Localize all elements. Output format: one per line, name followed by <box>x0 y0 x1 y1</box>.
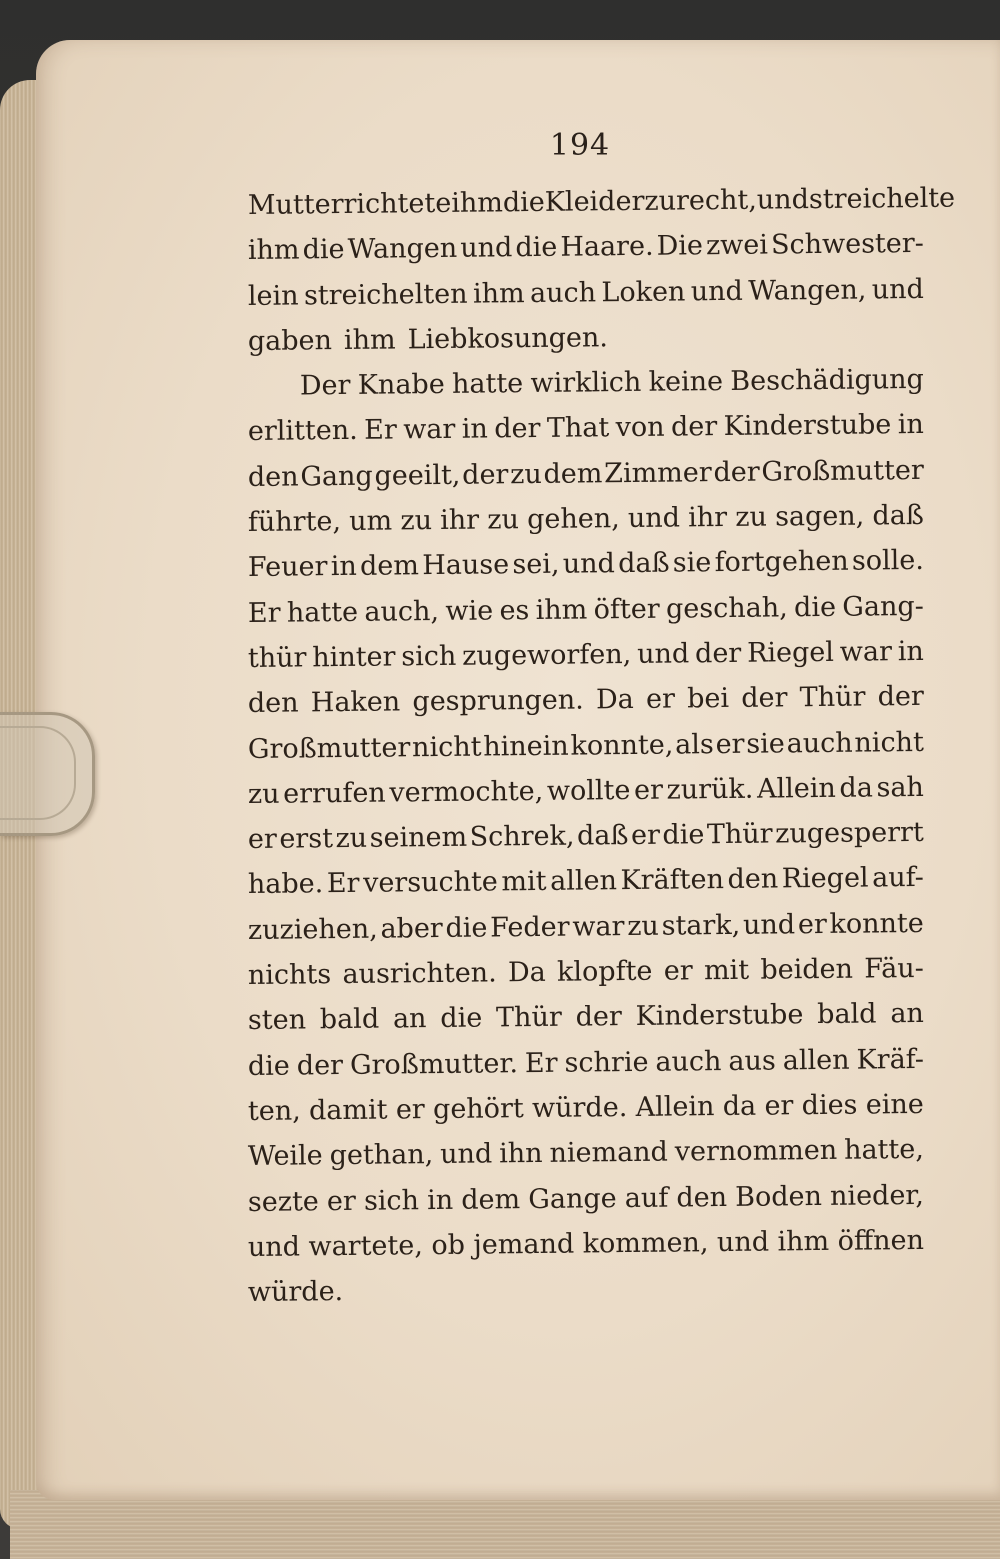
word: sei, <box>512 549 560 581</box>
text-line <box>248 591 924 643</box>
word: dem <box>359 550 420 583</box>
word: zugeworfen, <box>462 638 632 672</box>
word: Da <box>507 956 546 989</box>
word: und <box>871 273 925 306</box>
word: hinter <box>312 641 396 674</box>
text-line <box>248 772 924 824</box>
word: keine <box>648 366 724 398</box>
word: Der <box>299 370 351 402</box>
word: da <box>722 1090 757 1122</box>
word: den <box>727 863 779 896</box>
word: Er <box>247 597 281 629</box>
word: Wangen, <box>748 274 867 307</box>
word: Großmutter. <box>349 1047 519 1081</box>
word: Da <box>595 684 634 716</box>
word: Allein <box>635 1091 715 1123</box>
text-line <box>248 953 924 1005</box>
word: öfter <box>593 593 660 626</box>
word: Schrek, <box>469 820 575 853</box>
word: Beschädigung <box>730 364 925 398</box>
word: Kinderstube <box>723 409 892 443</box>
word: klopfte <box>556 955 653 988</box>
word: Knabe <box>357 369 445 402</box>
word: zu <box>487 504 520 536</box>
word: auf <box>624 1182 669 1214</box>
word: sie <box>672 547 712 579</box>
word: er <box>395 1094 425 1126</box>
word: an <box>392 1003 427 1035</box>
word: versuchte <box>362 866 498 900</box>
text-line <box>248 545 924 597</box>
word: Schwester- <box>770 228 924 261</box>
word: den <box>676 1181 728 1214</box>
word: der <box>462 459 509 491</box>
word: er <box>663 955 693 987</box>
word: Mutter <box>247 188 344 221</box>
word: Feder <box>490 911 570 944</box>
word: zurük. <box>666 773 754 806</box>
text-line <box>248 1179 924 1231</box>
page-clip-inner <box>0 726 76 820</box>
word: niemand <box>549 1136 669 1170</box>
word: er <box>633 774 664 806</box>
word: als <box>675 728 714 761</box>
word: daß <box>617 547 670 580</box>
text-line <box>248 455 924 507</box>
word: Loken <box>601 276 686 308</box>
word: sich <box>401 640 457 673</box>
word: Kleider <box>544 185 645 218</box>
word: gehört <box>432 1093 524 1125</box>
word: und <box>756 184 810 216</box>
word: er <box>247 823 277 856</box>
word: streichelte <box>808 182 956 216</box>
word: die <box>502 186 545 219</box>
word: die <box>302 234 345 266</box>
text-line <box>248 274 924 326</box>
word: sich <box>363 1184 420 1217</box>
word: Fäu- <box>864 952 924 985</box>
word: sten <box>247 1004 307 1037</box>
word: nichts <box>247 959 332 992</box>
word: den <box>247 687 299 720</box>
word: der <box>741 682 788 715</box>
word: geschah, <box>665 592 788 625</box>
word: ob <box>431 1229 466 1261</box>
word: Gang- <box>842 590 924 623</box>
word: Kinderstube <box>635 999 804 1033</box>
word: in <box>426 1184 454 1216</box>
word: kommen, <box>582 1227 709 1260</box>
text-line <box>248 1044 924 1096</box>
word: war <box>403 414 456 446</box>
word: Weile <box>247 1140 323 1173</box>
text-line <box>248 1270 924 1322</box>
word: und <box>460 232 513 265</box>
word: zu <box>247 778 280 810</box>
word: er <box>326 1185 357 1217</box>
word: ihm <box>343 324 396 356</box>
word: daß <box>576 820 629 852</box>
word: sah <box>876 771 925 804</box>
text-line <box>248 726 924 778</box>
word: Liebkosungen. <box>407 322 609 356</box>
word: ten, <box>247 1095 301 1127</box>
word: Allein <box>756 772 836 805</box>
word: Kräf- <box>856 1043 925 1076</box>
word: Riegel <box>746 636 835 669</box>
word: damit <box>308 1094 388 1127</box>
word: um <box>349 505 393 538</box>
word: erlitten. <box>247 415 358 448</box>
page-stack-bottom-edge <box>10 1490 1000 1559</box>
word: nicht <box>854 726 925 759</box>
word: Haken <box>310 686 401 719</box>
word: hatte <box>451 368 524 401</box>
word: es <box>499 594 530 627</box>
text-line <box>248 636 924 688</box>
word: Er <box>326 868 360 900</box>
word: auch <box>786 727 853 759</box>
word: wirklich <box>530 367 642 400</box>
word: und <box>247 1231 301 1263</box>
word: solle. <box>851 545 925 578</box>
word: Thür <box>799 681 866 714</box>
word: ihm <box>247 234 300 267</box>
word: sie <box>746 727 785 760</box>
word: dem <box>461 1183 521 1216</box>
word: und <box>716 1226 770 1258</box>
page-number: 194 <box>549 128 611 163</box>
word: erst <box>279 823 334 855</box>
text-line <box>248 998 924 1050</box>
word: Er <box>364 414 397 447</box>
word: Thür <box>495 1002 562 1034</box>
word: Kräften <box>620 864 725 897</box>
word: er <box>715 728 745 760</box>
text-line <box>248 1134 924 1186</box>
word: auch <box>529 276 597 309</box>
word: ihm <box>777 1225 830 1258</box>
word: bei <box>686 683 730 715</box>
word: der <box>575 1001 622 1033</box>
word: war <box>839 636 893 668</box>
word: mit <box>703 954 750 987</box>
word: er <box>645 683 676 716</box>
word: allen <box>782 1044 850 1077</box>
word: er <box>797 908 827 940</box>
word: der <box>670 411 718 444</box>
text-line <box>248 908 924 960</box>
word: die <box>515 232 558 264</box>
text-line <box>248 1089 924 1141</box>
word: die <box>793 591 837 623</box>
word: sezte <box>247 1185 319 1218</box>
word: würde. <box>531 1091 628 1124</box>
word: jemand <box>473 1228 575 1261</box>
word: Zimmer <box>604 456 712 490</box>
word: in <box>897 409 924 441</box>
word: mit <box>501 866 547 898</box>
word: schrie <box>564 1046 649 1079</box>
word: vermochte, <box>389 775 544 809</box>
word: thür <box>247 642 307 674</box>
word: zu <box>335 822 368 855</box>
word: errufen <box>283 777 386 810</box>
word: an <box>890 998 925 1030</box>
word: zuziehen, <box>247 913 378 946</box>
word: zugesperrt <box>774 817 924 850</box>
word: die <box>662 819 705 851</box>
word: konnte, <box>570 729 674 762</box>
word: beiden <box>760 953 854 986</box>
word: er <box>764 1090 794 1122</box>
text-line <box>248 319 924 371</box>
word: Die <box>656 230 704 263</box>
word: lein <box>247 280 299 312</box>
word: Riegel <box>781 862 869 895</box>
word: Er <box>524 1047 558 1079</box>
word: gaben <box>247 325 333 357</box>
word: wie <box>445 595 494 627</box>
word: hinein <box>483 730 569 763</box>
word: auch <box>655 1045 722 1078</box>
word: öffnen <box>837 1224 925 1257</box>
word: zwei <box>705 229 769 262</box>
word: in <box>461 413 488 446</box>
word: richtete <box>343 187 452 220</box>
body-text <box>247 182 956 1322</box>
word: daß <box>872 500 925 532</box>
word: dies <box>801 1089 858 1122</box>
word: der <box>694 637 742 670</box>
text-line <box>248 681 924 733</box>
word: konnte <box>829 907 924 940</box>
word: nicht <box>411 731 482 763</box>
word: in <box>330 551 357 583</box>
word: Boden <box>735 1180 823 1213</box>
word: der <box>296 1049 344 1082</box>
word: war <box>572 910 625 943</box>
word: bald <box>817 998 877 1031</box>
word: fortgehen <box>714 546 849 579</box>
word: nieder, <box>829 1179 925 1212</box>
word: die <box>445 912 488 944</box>
text-line <box>248 817 924 869</box>
word: ihr <box>440 504 480 537</box>
word: zu <box>400 505 433 537</box>
word: führte, <box>247 506 342 539</box>
word: stark, <box>661 909 741 942</box>
word: seinem <box>369 821 468 854</box>
word: Großmutter <box>761 454 924 488</box>
word: vernommen <box>674 1135 838 1168</box>
text-line <box>248 862 924 914</box>
text-line <box>248 500 924 552</box>
text-line <box>247 182 956 235</box>
word: hatte, <box>843 1134 925 1166</box>
word: eine <box>865 1088 924 1121</box>
word: den <box>247 461 299 493</box>
word: Feuer <box>247 551 328 584</box>
word: in <box>897 635 924 668</box>
word: zu <box>627 910 660 942</box>
word: er <box>630 819 661 852</box>
word: aber <box>380 912 443 945</box>
word: gethan, <box>329 1139 434 1172</box>
word: und <box>690 275 744 307</box>
word: zurecht, <box>644 184 757 217</box>
word: der <box>713 456 760 488</box>
word: Großmutter <box>247 731 411 765</box>
word: Wangen <box>347 233 458 266</box>
word: die <box>247 1050 290 1082</box>
word: ihm <box>472 277 525 310</box>
word: sagen, <box>774 500 865 533</box>
word: gehen, <box>526 503 620 536</box>
text-line <box>248 1225 924 1277</box>
word: die <box>440 1002 483 1035</box>
word: der <box>494 413 541 445</box>
word: und <box>439 1138 493 1171</box>
word: da <box>839 772 874 804</box>
word: geeilt, <box>374 459 461 492</box>
word: That <box>546 412 610 445</box>
word: wollte <box>546 774 631 807</box>
word: und <box>562 548 615 581</box>
word: hatte <box>286 596 359 629</box>
word: und <box>636 638 690 670</box>
word: ihn <box>498 1138 543 1170</box>
word: Gang <box>300 460 373 493</box>
word: gesprungen. <box>412 684 584 718</box>
word: wartete, <box>308 1229 424 1263</box>
text-line <box>248 228 924 280</box>
word: allen <box>549 865 618 898</box>
word: würde. <box>247 1276 344 1309</box>
word: ihr <box>688 502 728 534</box>
word: habe. <box>247 868 324 901</box>
word: ihm <box>451 187 504 219</box>
word: streichelten <box>303 278 468 312</box>
word: Gange <box>528 1182 617 1215</box>
word: und <box>627 502 681 535</box>
word: dem <box>543 458 603 490</box>
text-line <box>248 409 924 461</box>
word: ihm <box>535 594 588 626</box>
word: bald <box>319 1003 380 1036</box>
word: aus <box>728 1045 776 1077</box>
word: Thür <box>706 818 773 851</box>
word: zu <box>735 501 768 533</box>
word: von <box>615 412 665 444</box>
word: und <box>742 909 796 941</box>
word: Hause <box>422 549 510 582</box>
word: auf- <box>872 862 925 894</box>
word: ausrichten. <box>342 957 497 991</box>
word: auch, <box>364 595 440 628</box>
word: zu <box>509 458 542 491</box>
word: der <box>877 681 925 713</box>
word: Haare. <box>560 231 654 264</box>
text-line <box>248 364 924 416</box>
